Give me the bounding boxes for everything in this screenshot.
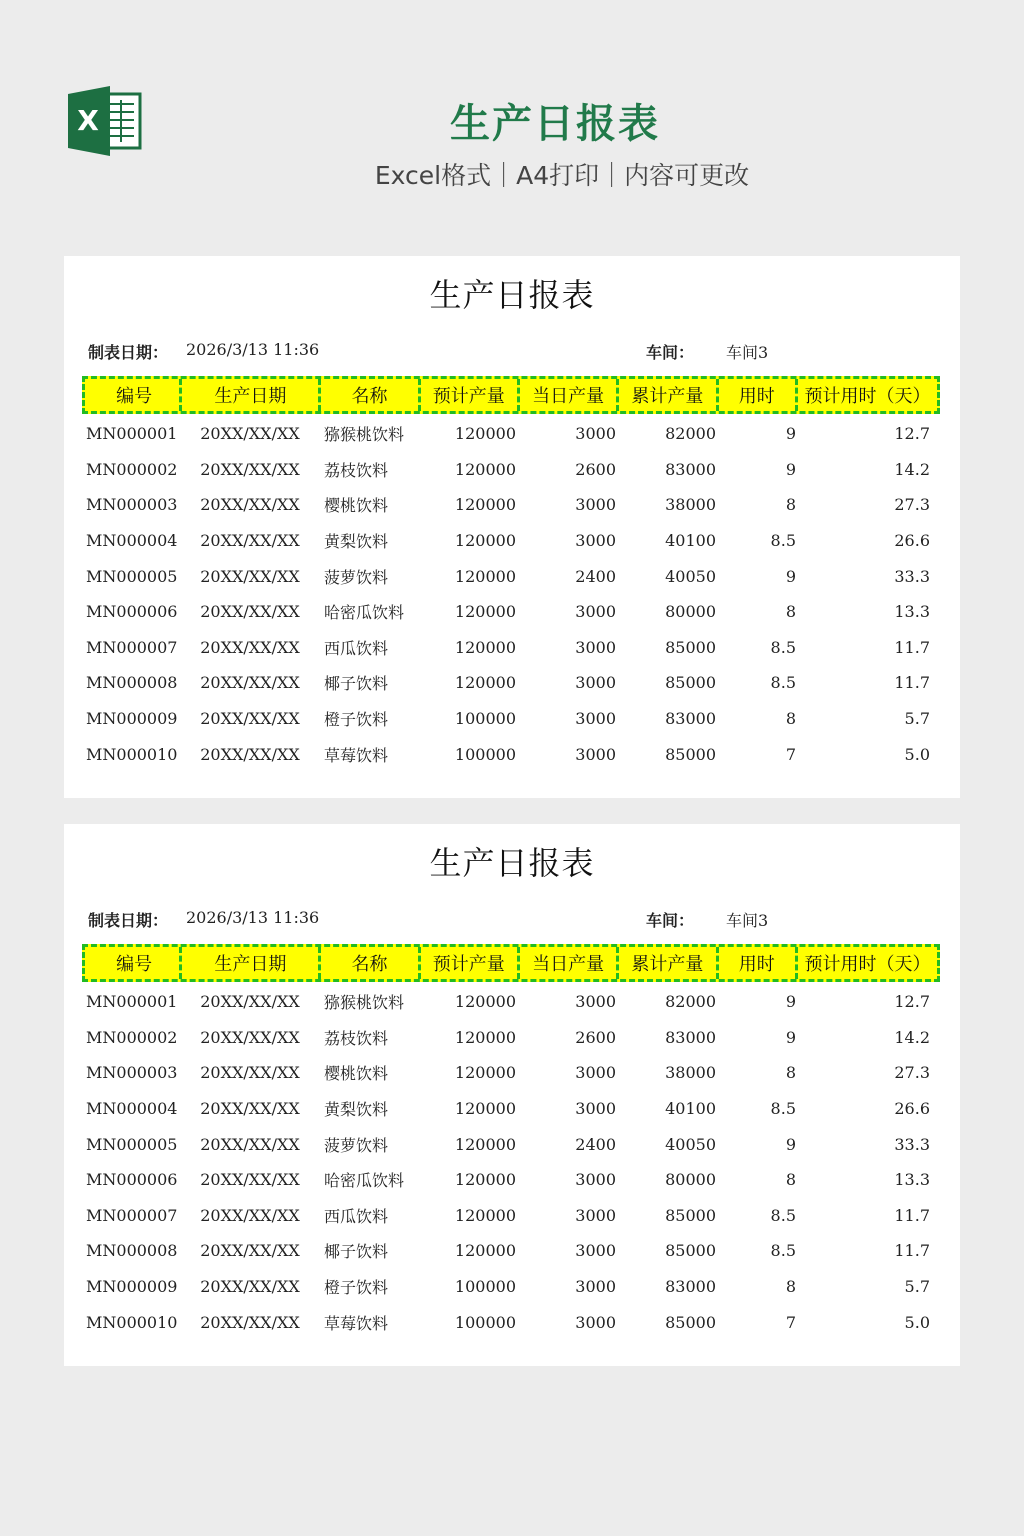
table-cell: 20XX/XX/XX	[200, 531, 300, 551]
table-cell: 120000	[454, 673, 516, 693]
header-cell: 当日产量	[520, 379, 619, 411]
table-cell: MN000001	[86, 992, 178, 1012]
header-cell: 编号	[85, 379, 182, 411]
table-cell: 33.3	[894, 1134, 930, 1154]
table-row	[82, 1162, 940, 1198]
table-cell: MN000003	[86, 1063, 178, 1083]
table-cell: 20XX/XX/XX	[200, 1312, 300, 1332]
header-cell: 用时	[719, 379, 798, 411]
table-cell: 20XX/XX/XX	[200, 1277, 300, 1297]
table-cell: MN000001	[86, 424, 178, 444]
table-cell: 8.5	[770, 1241, 796, 1261]
table-cell: 3000	[575, 1205, 616, 1225]
table-cell: 8.5	[770, 637, 796, 657]
table-cell: 11.7	[894, 673, 930, 693]
table-cell: 26.6	[894, 1099, 930, 1119]
table-row	[82, 1269, 940, 1305]
table-row	[82, 452, 940, 488]
table-cell: MN000008	[86, 673, 178, 693]
table-cell: MN000002	[86, 459, 178, 479]
table-cell: 83000	[665, 1027, 716, 1047]
table-cell: 83000	[665, 459, 716, 479]
header-cell: 累计产量	[619, 947, 718, 979]
table-cell: 3000	[575, 424, 616, 444]
table-cell: 82000	[665, 992, 716, 1012]
table-cell: 85000	[665, 1312, 716, 1332]
table-cell: 橙子饮料	[324, 710, 389, 730]
table-cell: MN000006	[86, 602, 178, 622]
table-cell: 2400	[575, 566, 616, 586]
table-cell: 椰子饮料	[324, 674, 389, 694]
table-cell: 120000	[454, 495, 516, 515]
table-cell: MN000005	[86, 566, 178, 586]
table-cell: 3000	[575, 709, 616, 729]
table-cell: 120000	[454, 1063, 516, 1083]
table-row	[82, 594, 940, 630]
date-label: 制表日期：	[88, 343, 169, 362]
table-cell: 3000	[575, 1063, 616, 1083]
table-cell: 3000	[575, 1241, 616, 1261]
table-cell: 33.3	[894, 566, 930, 586]
table-cell: 20XX/XX/XX	[200, 1205, 300, 1225]
workshop-label: 车间：	[646, 911, 695, 930]
table-cell: 猕猴桃饮料	[324, 425, 405, 445]
table-cell: 8.5	[770, 1099, 796, 1119]
header-cell: 预计产量	[421, 379, 520, 411]
header-cell: 编号	[85, 947, 182, 979]
header-cell: 累计产量	[619, 379, 718, 411]
table-cell: 20XX/XX/XX	[200, 637, 300, 657]
table-cell: 椰子饮料	[324, 1242, 389, 1262]
table-cell: 黄梨饮料	[324, 532, 389, 552]
table-cell: 20XX/XX/XX	[200, 1170, 300, 1190]
table-cell: 27.3	[894, 1063, 930, 1083]
table-cell: 20XX/XX/XX	[200, 602, 300, 622]
workshop-value: 车间3	[726, 911, 769, 930]
header-cell: 预计用时（天）	[804, 386, 931, 407]
table-row	[82, 416, 940, 452]
table-cell: 2600	[575, 459, 616, 479]
table-cell: 120000	[454, 424, 516, 444]
table-cell: MN000002	[86, 1027, 178, 1047]
table-cell: 9	[785, 1027, 796, 1047]
table-cell: MN000007	[86, 1205, 178, 1225]
table-cell: 草莓饮料	[324, 1313, 389, 1333]
table-cell: 38000	[665, 495, 716, 515]
table-cell: 8	[785, 1063, 796, 1083]
table-cell: MN000004	[86, 531, 178, 551]
table-cell: 40100	[665, 1099, 716, 1119]
table-cell: 3000	[575, 531, 616, 551]
table-cell: 120000	[454, 1241, 516, 1261]
table-row	[82, 1091, 940, 1127]
table-cell: 100000	[454, 1312, 516, 1332]
table-cell: 100000	[454, 709, 516, 729]
header-cell: 当日产量	[520, 947, 619, 979]
table-cell: 荔枝饮料	[324, 1028, 389, 1048]
table-header	[82, 376, 940, 414]
workshop-value: 车间3	[726, 343, 769, 362]
page-subtitle: Excel格式｜A4打印｜内容可更改	[374, 161, 750, 190]
table-cell: 3000	[575, 1170, 616, 1190]
table-cell: 11.7	[894, 1205, 930, 1225]
table-cell: 20XX/XX/XX	[200, 673, 300, 693]
table-cell: 3000	[575, 673, 616, 693]
table-cell: 9	[785, 424, 796, 444]
table-body	[82, 984, 940, 1340]
table-cell: 2600	[575, 1027, 616, 1047]
table-cell: 3000	[575, 992, 616, 1012]
table-cell: 哈密瓜饮料	[324, 1171, 405, 1191]
table-row	[82, 1126, 940, 1162]
table-cell: 哈密瓜饮料	[324, 603, 405, 623]
table-cell: 40100	[665, 531, 716, 551]
table-cell: 猕猴桃饮料	[324, 993, 405, 1013]
table-cell: 20XX/XX/XX	[200, 566, 300, 586]
table-cell: 20XX/XX/XX	[200, 992, 300, 1012]
table-cell: 7	[785, 744, 796, 764]
table-cell: 85000	[665, 637, 716, 657]
table-cell: 20XX/XX/XX	[200, 1027, 300, 1047]
table-cell: 83000	[665, 709, 716, 729]
report-sheet-1	[64, 256, 960, 798]
table-cell: 20XX/XX/XX	[200, 495, 300, 515]
table-row	[82, 701, 940, 737]
table-cell: 120000	[454, 1170, 516, 1190]
header-cell: 预计用时（天）	[804, 954, 931, 975]
table-cell: MN000003	[86, 495, 178, 515]
table-cell: 20XX/XX/XX	[200, 459, 300, 479]
table-cell: 120000	[454, 602, 516, 622]
table-cell: 2400	[575, 1134, 616, 1154]
table-cell: 85000	[665, 673, 716, 693]
table-row	[82, 984, 940, 1020]
table-cell: 85000	[665, 744, 716, 764]
table-cell: 3000	[575, 1099, 616, 1119]
table-cell: 80000	[665, 1170, 716, 1190]
workshop-label: 车间：	[646, 343, 695, 362]
table-cell: 8	[785, 495, 796, 515]
table-cell: 3000	[575, 637, 616, 657]
table-cell: MN000008	[86, 1241, 178, 1261]
table-cell: 85000	[665, 1241, 716, 1261]
table-cell: 40050	[665, 1134, 716, 1154]
table-cell: MN000010	[86, 1312, 178, 1332]
table-cell: 橙子饮料	[324, 1278, 389, 1298]
table-cell: 3000	[575, 495, 616, 515]
table-row	[82, 487, 940, 523]
table-cell: MN000005	[86, 1134, 178, 1154]
sheet-title: 生产日报表	[429, 276, 595, 314]
table-cell: 西瓜饮料	[324, 1206, 389, 1226]
table-cell: 120000	[454, 1205, 516, 1225]
table-cell: MN000007	[86, 637, 178, 657]
table-cell: 8.5	[770, 531, 796, 551]
table-body	[82, 416, 940, 772]
table-cell: 12.7	[894, 992, 930, 1012]
table-cell: 黄梨饮料	[324, 1100, 389, 1120]
table-cell: MN000009	[86, 709, 178, 729]
header-cell: 预计产量	[421, 947, 520, 979]
table-cell: 13.3	[894, 1170, 930, 1190]
table-cell: 20XX/XX/XX	[200, 744, 300, 764]
table-cell: 120000	[454, 566, 516, 586]
table-cell: 11.7	[894, 637, 930, 657]
table-cell: 樱桃饮料	[324, 1064, 389, 1084]
table-cell: 5.7	[904, 1277, 930, 1297]
header-cell: 生产日期	[182, 379, 321, 411]
table-row	[82, 1198, 940, 1234]
table-cell: 120000	[454, 459, 516, 479]
table-cell: 7	[785, 1312, 796, 1332]
table-cell: 85000	[665, 1205, 716, 1225]
page-title: 生产日报表	[450, 101, 660, 147]
table-cell: 9	[785, 1134, 796, 1154]
table-row	[82, 1055, 940, 1091]
table-cell: 5.7	[904, 709, 930, 729]
table-cell: 菠萝饮料	[324, 1135, 389, 1155]
table-row	[82, 1233, 940, 1269]
table-cell: 38000	[665, 1063, 716, 1083]
table-header	[82, 944, 940, 982]
header-cell: 生产日期	[182, 947, 321, 979]
table-cell: 9	[785, 992, 796, 1012]
table-cell: 20XX/XX/XX	[200, 1241, 300, 1261]
header-cell: 名称	[321, 379, 420, 411]
table-row	[82, 558, 940, 594]
table-cell: 11.7	[894, 1241, 930, 1261]
table-cell: 120000	[454, 531, 516, 551]
table-row	[82, 736, 940, 772]
table-cell: 120000	[454, 992, 516, 1012]
table-cell: 荔枝饮料	[324, 460, 389, 480]
table-cell: 14.2	[894, 1027, 930, 1047]
table-cell: 20XX/XX/XX	[200, 1099, 300, 1119]
table-cell: 83000	[665, 1277, 716, 1297]
table-row	[82, 1020, 940, 1056]
table-row	[82, 523, 940, 559]
table-cell: 8.5	[770, 673, 796, 693]
table-cell: 120000	[454, 1134, 516, 1154]
table-cell: MN000006	[86, 1170, 178, 1190]
table-cell: 20XX/XX/XX	[200, 424, 300, 444]
table-cell: MN000004	[86, 1099, 178, 1119]
table-cell: 8	[785, 602, 796, 622]
table-cell: 26.6	[894, 531, 930, 551]
table-cell: 120000	[454, 1099, 516, 1119]
table-cell: 120000	[454, 637, 516, 657]
sheet-title: 生产日报表	[429, 844, 595, 882]
table-cell: 27.3	[894, 495, 930, 515]
table-cell: 82000	[665, 424, 716, 444]
date-value: 2026/3/13 11:36	[186, 908, 320, 927]
table-cell: MN000009	[86, 1277, 178, 1297]
table-cell: 100000	[454, 744, 516, 764]
table-cell: 3000	[575, 602, 616, 622]
excel-logo-letter: X	[77, 104, 99, 137]
table-cell: 3000	[575, 1312, 616, 1332]
table-cell: 12.7	[894, 424, 930, 444]
table-cell: MN000010	[86, 744, 178, 764]
table-cell: 5.0	[904, 1312, 930, 1332]
table-cell: 西瓜饮料	[324, 638, 389, 658]
header-cell: 用时	[719, 947, 798, 979]
table-cell: 13.3	[894, 602, 930, 622]
table-cell: 40050	[665, 566, 716, 586]
table-cell: 8	[785, 1170, 796, 1190]
table-cell: 8.5	[770, 1205, 796, 1225]
table-cell: 20XX/XX/XX	[200, 1063, 300, 1083]
table-cell: 8	[785, 1277, 796, 1297]
table-cell: 3000	[575, 1277, 616, 1297]
table-row	[82, 665, 940, 701]
table-row	[82, 1304, 940, 1340]
table-cell: 9	[785, 459, 796, 479]
table-cell: 120000	[454, 1027, 516, 1047]
date-label: 制表日期：	[88, 911, 169, 930]
table-cell: 20XX/XX/XX	[200, 709, 300, 729]
table-cell: 3000	[575, 744, 616, 764]
table-cell: 菠萝饮料	[324, 567, 389, 587]
table-cell: 20XX/XX/XX	[200, 1134, 300, 1154]
table-cell: 9	[785, 566, 796, 586]
header-cell: 名称	[321, 947, 420, 979]
report-sheet-2	[64, 824, 960, 1366]
table-cell: 草莓饮料	[324, 745, 389, 765]
table-cell: 樱桃饮料	[324, 496, 389, 516]
date-value: 2026/3/13 11:36	[186, 340, 320, 359]
table-cell: 8	[785, 709, 796, 729]
table-cell: 14.2	[894, 459, 930, 479]
table-cell: 5.0	[904, 744, 930, 764]
table-cell: 100000	[454, 1277, 516, 1297]
table-row	[82, 630, 940, 666]
table-cell: 80000	[665, 602, 716, 622]
